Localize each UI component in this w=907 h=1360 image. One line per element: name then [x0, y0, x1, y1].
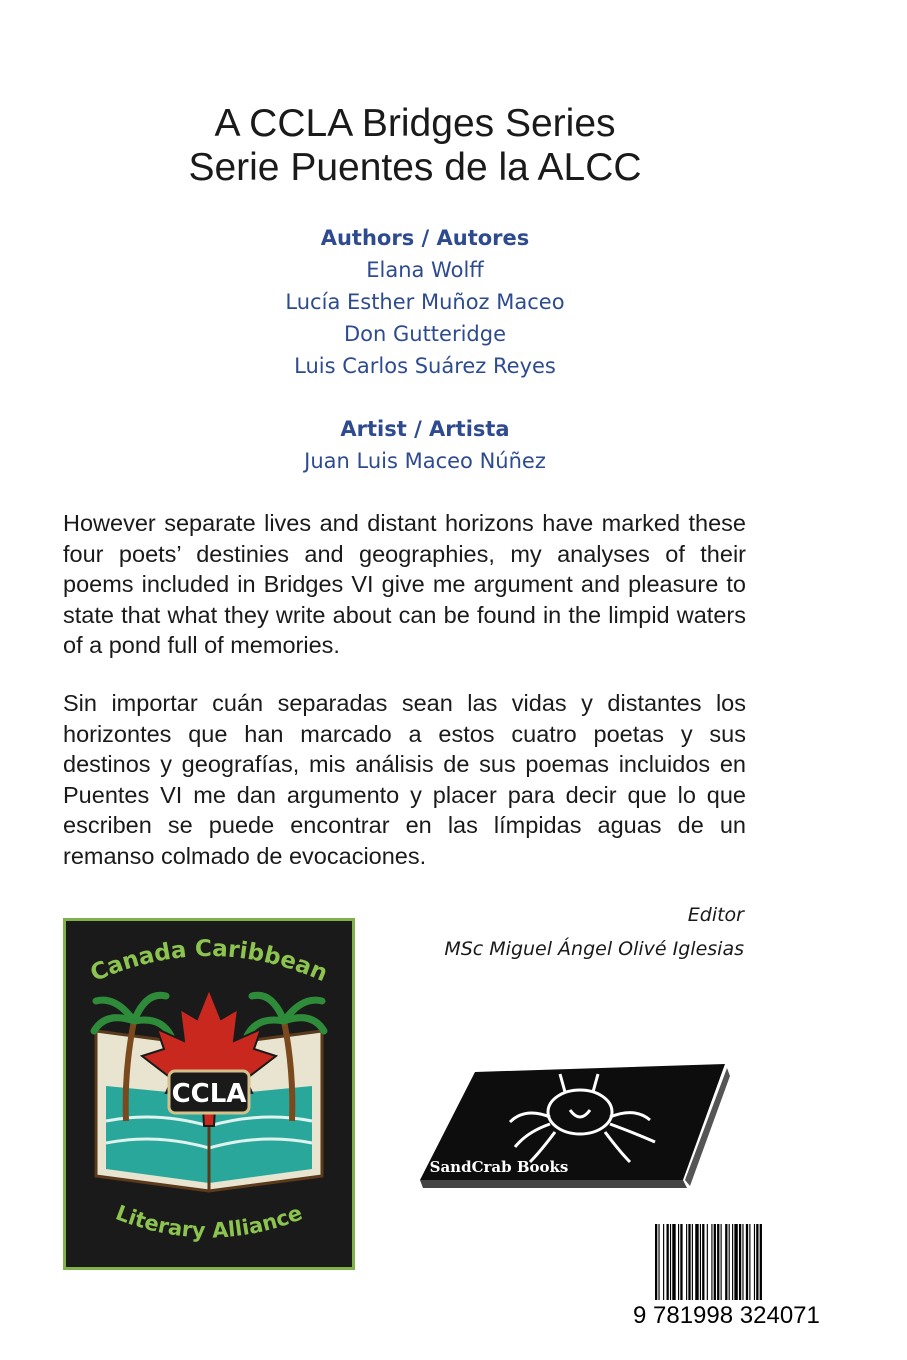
author-name: Lucía Esther Muñoz Maceo [285, 290, 565, 314]
authors-heading: Authors / Autores [320, 226, 530, 250]
barcode-bar [725, 1224, 727, 1300]
ccla-center-text: CCLA [171, 1079, 247, 1109]
ccla-logo-graphic [66, 921, 352, 1267]
ccla-bottom-text: Literary Alliance [112, 1200, 306, 1243]
author-name: Elana Wolff [366, 258, 484, 282]
series-title-english: A CCLA Bridges Series [214, 102, 616, 145]
barcode-bar [756, 1224, 758, 1300]
barcode-bar [667, 1224, 669, 1300]
barcode-bar [717, 1224, 719, 1300]
series-title-spanish: Serie Puentes de la ALCC [188, 146, 642, 189]
artist-heading: Artist / Artista [340, 417, 510, 441]
barcode-bar [678, 1224, 679, 1300]
authors-section [0, 222, 850, 382]
barcode-bar [721, 1224, 722, 1300]
barcode-bar [686, 1224, 687, 1300]
barcode-bar [729, 1224, 730, 1300]
barcode-bar [700, 1224, 701, 1300]
editor-role: Editor [687, 904, 744, 926]
editor-name: MSc Miguel Ángel Olivé Iglesias [444, 938, 744, 960]
sandcrab-book-graphic [415, 1062, 730, 1190]
barcode-bar [655, 1224, 657, 1300]
author-name: Don Gutteridge [343, 322, 507, 346]
barcode-bar [695, 1224, 698, 1300]
barcode-bar [670, 1224, 671, 1300]
barcode-bar [746, 1224, 748, 1300]
barcode-bars [633, 1224, 848, 1302]
barcode-bar [658, 1224, 659, 1300]
barcode-bar [680, 1224, 682, 1300]
barcode-digits: 9 781998 324071 [633, 1302, 820, 1329]
author-name: Luis Carlos Suárez Reyes [294, 354, 556, 378]
barcode-bar [714, 1224, 716, 1300]
barcode-bar [742, 1224, 743, 1300]
barcode-bar [672, 1224, 675, 1300]
barcode-bar [749, 1224, 750, 1300]
barcode-bar [688, 1224, 690, 1300]
barcode-bar [754, 1224, 755, 1300]
barcode-bar [707, 1224, 708, 1300]
ccla-top-text: Canada Caribbean [86, 935, 332, 988]
blurb-english: However separate lives and distant horizons have marked these four poets’ destinies and geographies, my analyses of their poems included in Bridges VI give me argument and pleasure to state that what they write about can be found in the limpid waters of a pond full of memories. [63, 510, 746, 658]
barcode-bar [760, 1224, 762, 1300]
barcode-bar [734, 1224, 737, 1300]
ccla-logo [63, 918, 355, 1270]
sandcrab-books-logo [415, 1062, 730, 1190]
publisher-name: SandCrab Books [429, 1158, 569, 1176]
artist-section [0, 413, 850, 477]
artist-name: Juan Luis Maceo Núñez [304, 449, 546, 473]
barcode-bar [663, 1224, 664, 1300]
barcode-bar [692, 1224, 693, 1300]
barcode-bar [702, 1224, 704, 1300]
barcode-bar [711, 1224, 712, 1300]
barcode-bar [739, 1224, 741, 1300]
blurb-spanish: Sin importar cuán separadas sean las vidas y distantes los horizontes que han marcado a estos cuatro poetas y sus destinos y geografías, mis análisis de sus poemas incluidos en Puentes VI me dan argumento y placer para decir que lo que escriben se puede encontrar en las límpidas aguas de un remanso colmado de evocaciones. [63, 690, 746, 869]
barcode-bar [732, 1224, 733, 1300]
isbn-barcode [633, 1224, 848, 1344]
